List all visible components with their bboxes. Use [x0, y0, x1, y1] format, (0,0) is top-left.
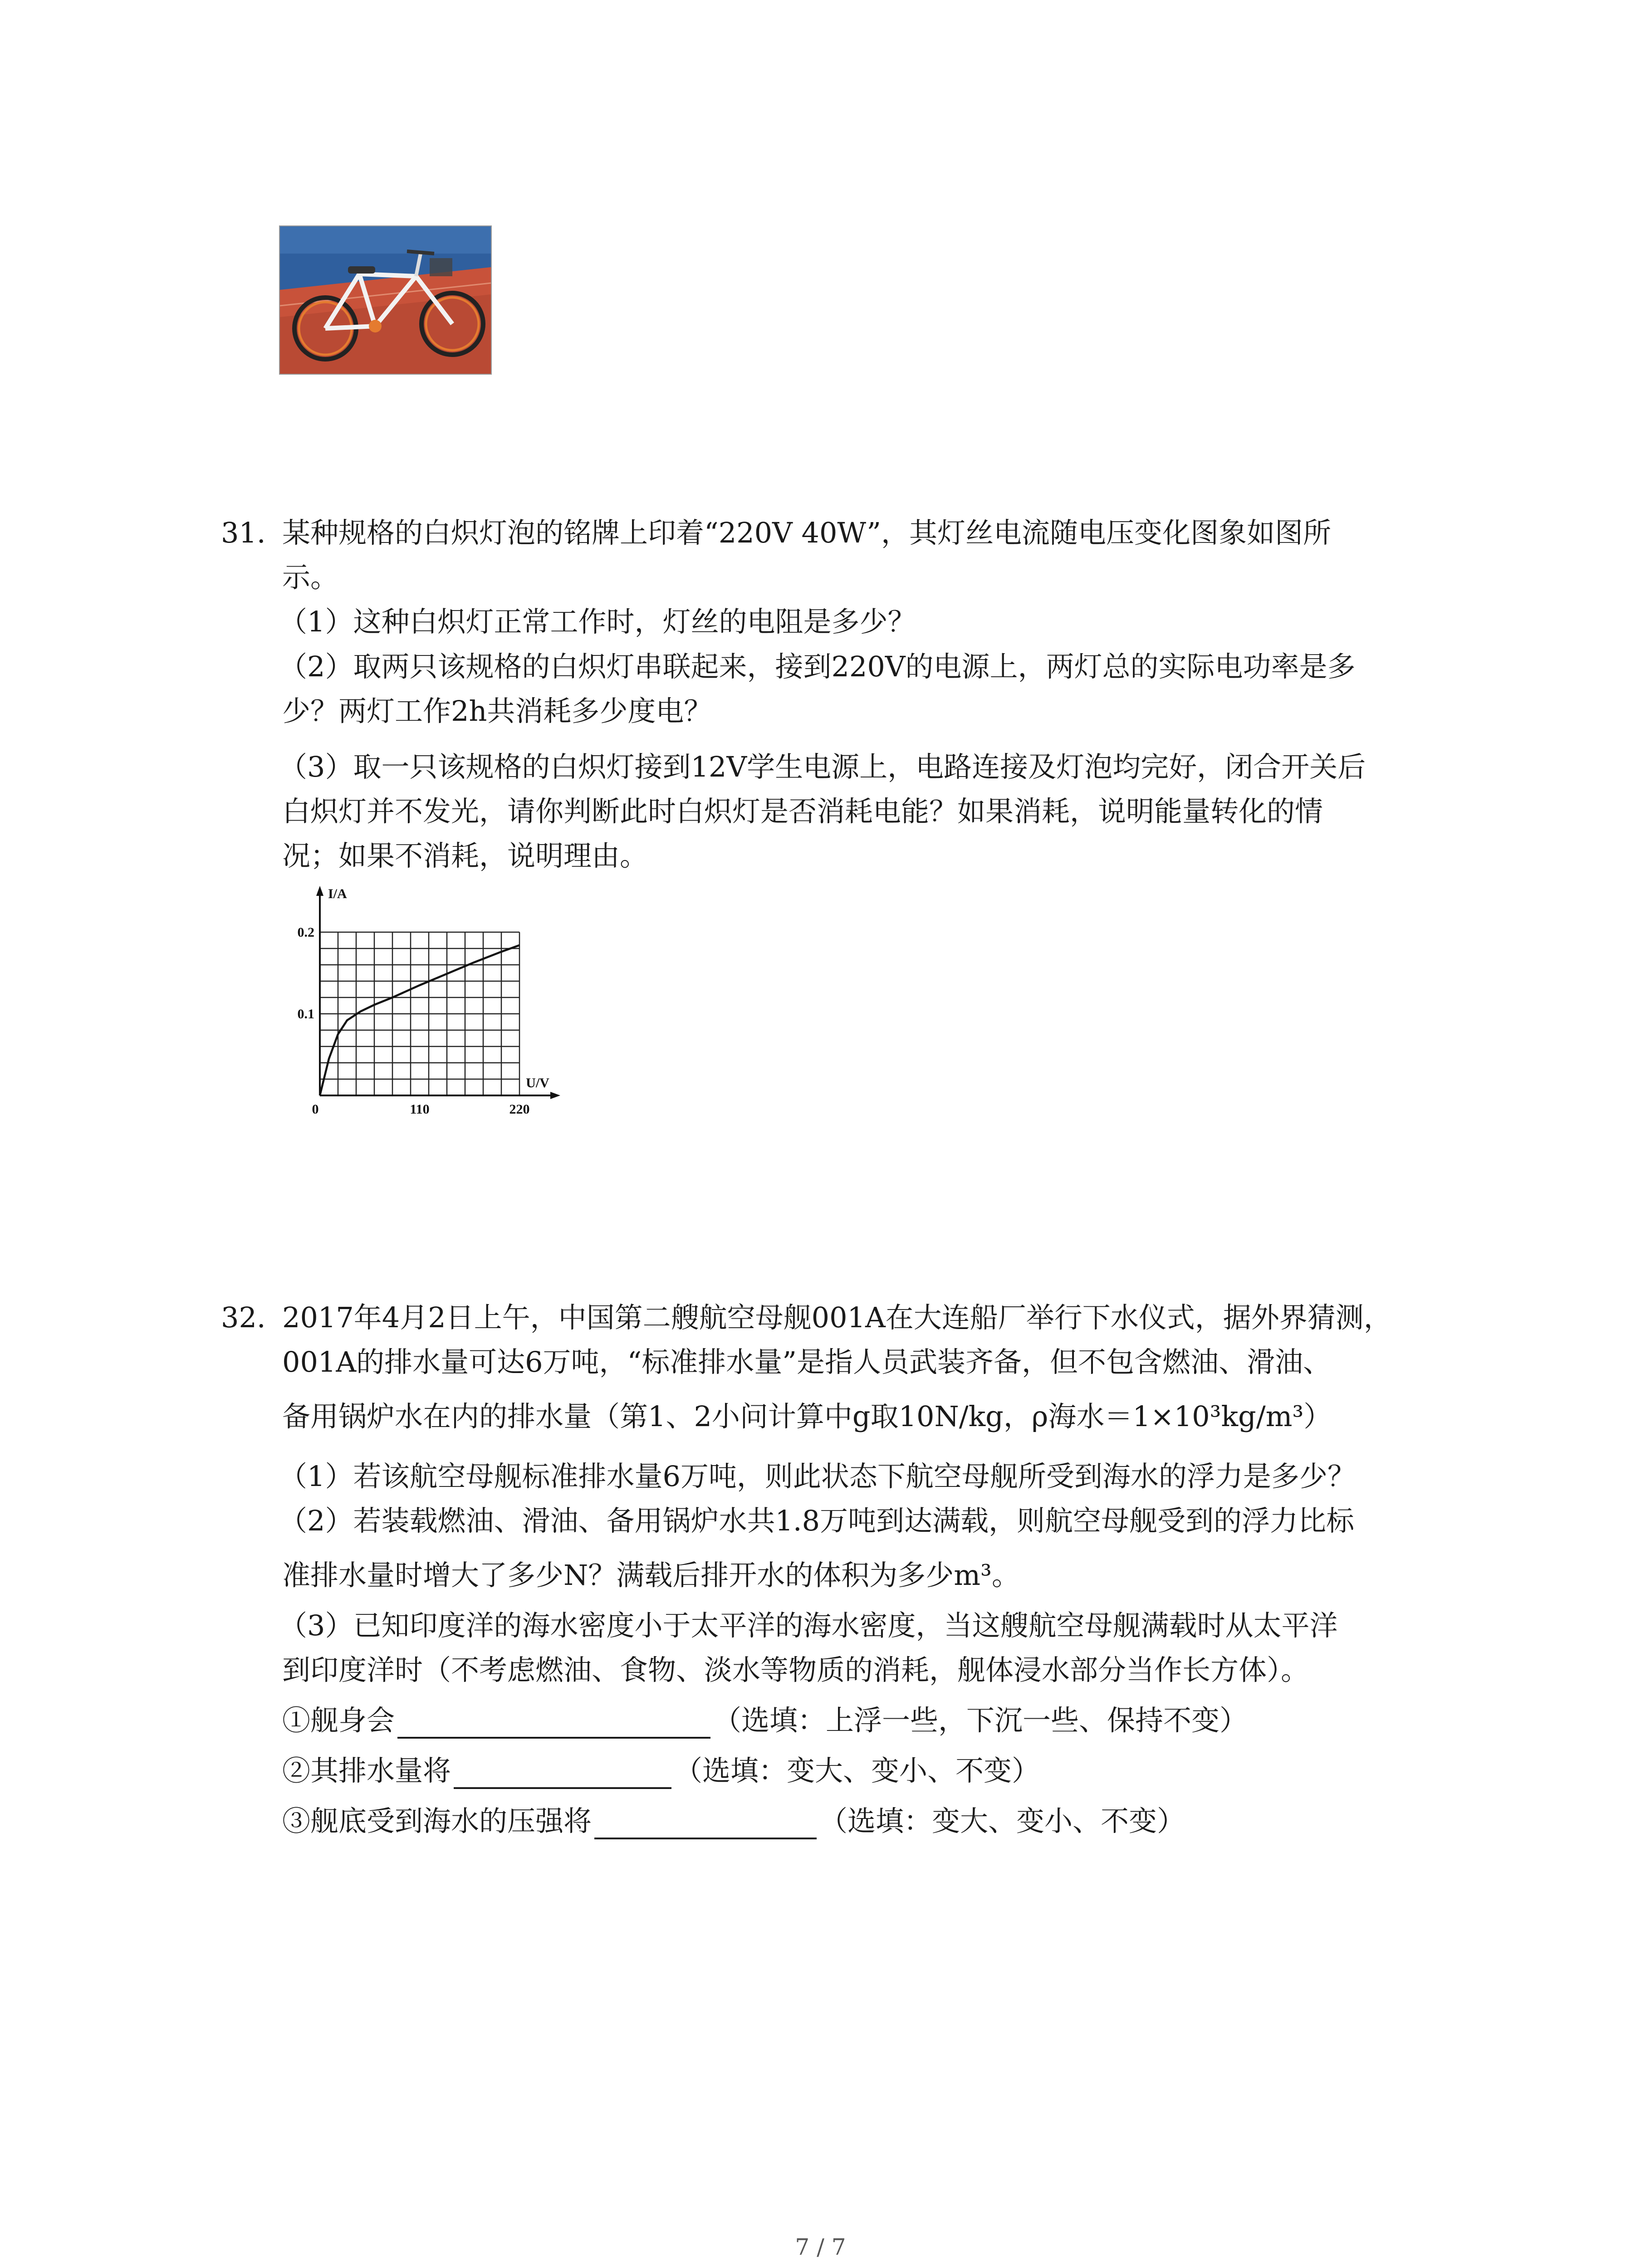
answer-blank-3[interactable]	[594, 1809, 817, 1839]
fill-item-3	[282, 1803, 1185, 1839]
q31-sub-1: （1）这种白炽灯正常工作时，灯丝的电阻是多少？	[279, 605, 916, 638]
y-tick-label: 0.1	[297, 1007, 314, 1022]
q32-sub-2-line-1: （2）若装载燃油、滑油、备用锅炉水共1.8万吨到达满载，则航空母舰受到的浮力比标	[279, 1504, 1355, 1537]
q31-line-2: 示。	[282, 561, 339, 594]
fill-item-2-prefix: ②其排水量将	[282, 1754, 451, 1787]
answer-blank-2[interactable]	[454, 1759, 671, 1789]
question-32-number: 32.	[221, 1301, 266, 1334]
bicycle-illustration	[280, 226, 491, 374]
bicycle-photo	[279, 225, 492, 375]
fill-item-1	[282, 1702, 1248, 1739]
q31-sub-3-line-2: 白炽灯并不发光，请你判断此时白炽灯是否消耗电能？如果消耗，说明能量转化的情	[282, 795, 1323, 828]
fill-item-1-suffix: （选填：上浮一些，下沉一些、保持不变）	[713, 1704, 1248, 1737]
iv-curve	[320, 945, 519, 1095]
q32-line-1: 2017年4月2日上午，中国第二艘航空母舰001A在大连船厂举行下水仪式，据外界猜测，	[282, 1301, 1392, 1334]
page-number: 7 / 7	[795, 2234, 846, 2260]
q32-sub-3-line-2: 到印度洋时（不考虑燃油、食物、淡水等物质的消耗，舰体浸水部分当作长方体）。	[282, 1653, 1309, 1686]
y-tick-label: 0.2	[297, 925, 314, 940]
x-tick-label: 110	[410, 1102, 430, 1114]
q32-line-2: 001A的排水量可达6万吨，“标准排水量”是指人员武装齐备，但不包含燃油、滑油、	[282, 1345, 1331, 1378]
x-tick-label: 220	[509, 1102, 530, 1114]
q31-sub-3-line-1: （3）取一只该规格的白炽灯接到12V学生电源上，电路连接及灯泡均完好，闭合开关后	[279, 750, 1366, 783]
q31-line-1: 某种规格的白炽灯泡的铭牌上印着“220V 40W”，其灯丝电流随电压变化图象如图所	[282, 516, 1331, 549]
q31-sub-3-line-3: 况；如果不消耗，说明理由。	[282, 839, 648, 872]
answer-blank-1[interactable]	[397, 1709, 710, 1739]
fill-item-3-suffix: （选填：变大、变小、不变）	[819, 1804, 1185, 1838]
q32-sub-1: （1）若该航空母舰标准排水量6万吨，则此状态下航空母舰所受到海水的浮力是多少？	[279, 1460, 1356, 1493]
x-tick-label: 0	[312, 1102, 319, 1114]
current-voltage-graph	[279, 878, 569, 1114]
q31-sub-2-line-1: （2）取两只该规格的白炽灯串联起来，接到220V的电源上，两灯总的实际电功率是多	[279, 650, 1356, 683]
y-axis-arrow	[316, 886, 323, 896]
q32-line-3: 备用锅炉水在内的排水量（第1、2小问计算中g取10N/kg，ρ海水＝1×10³kg/m³）	[282, 1400, 1332, 1433]
fill-item-3-prefix: ③舰底受到海水的压强将	[282, 1804, 592, 1838]
graph-svg	[279, 878, 569, 1114]
x-axis-label: U/V	[526, 1075, 549, 1090]
x-axis-arrow	[550, 1092, 560, 1099]
q31-sub-2-line-2: 少？两灯工作2h共消耗多少度电？	[282, 694, 712, 728]
fill-item-1-prefix: ①舰身会	[282, 1704, 395, 1737]
q32-sub-3-line-1: （3）已知印度洋的海水密度小于太平洋的海水密度，当这艘航空母舰满载时从太平洋	[279, 1609, 1338, 1642]
fill-item-2-suffix: （选填：变大、变小、不变）	[674, 1754, 1040, 1787]
q32-sub-2-line-2: 准排水量时增大了多少N？满载后排开水的体积为多少m³。	[282, 1559, 1020, 1592]
fill-item-2	[282, 1753, 1040, 1789]
question-31-number: 31.	[221, 516, 266, 549]
y-axis-label: I/A	[328, 886, 347, 901]
